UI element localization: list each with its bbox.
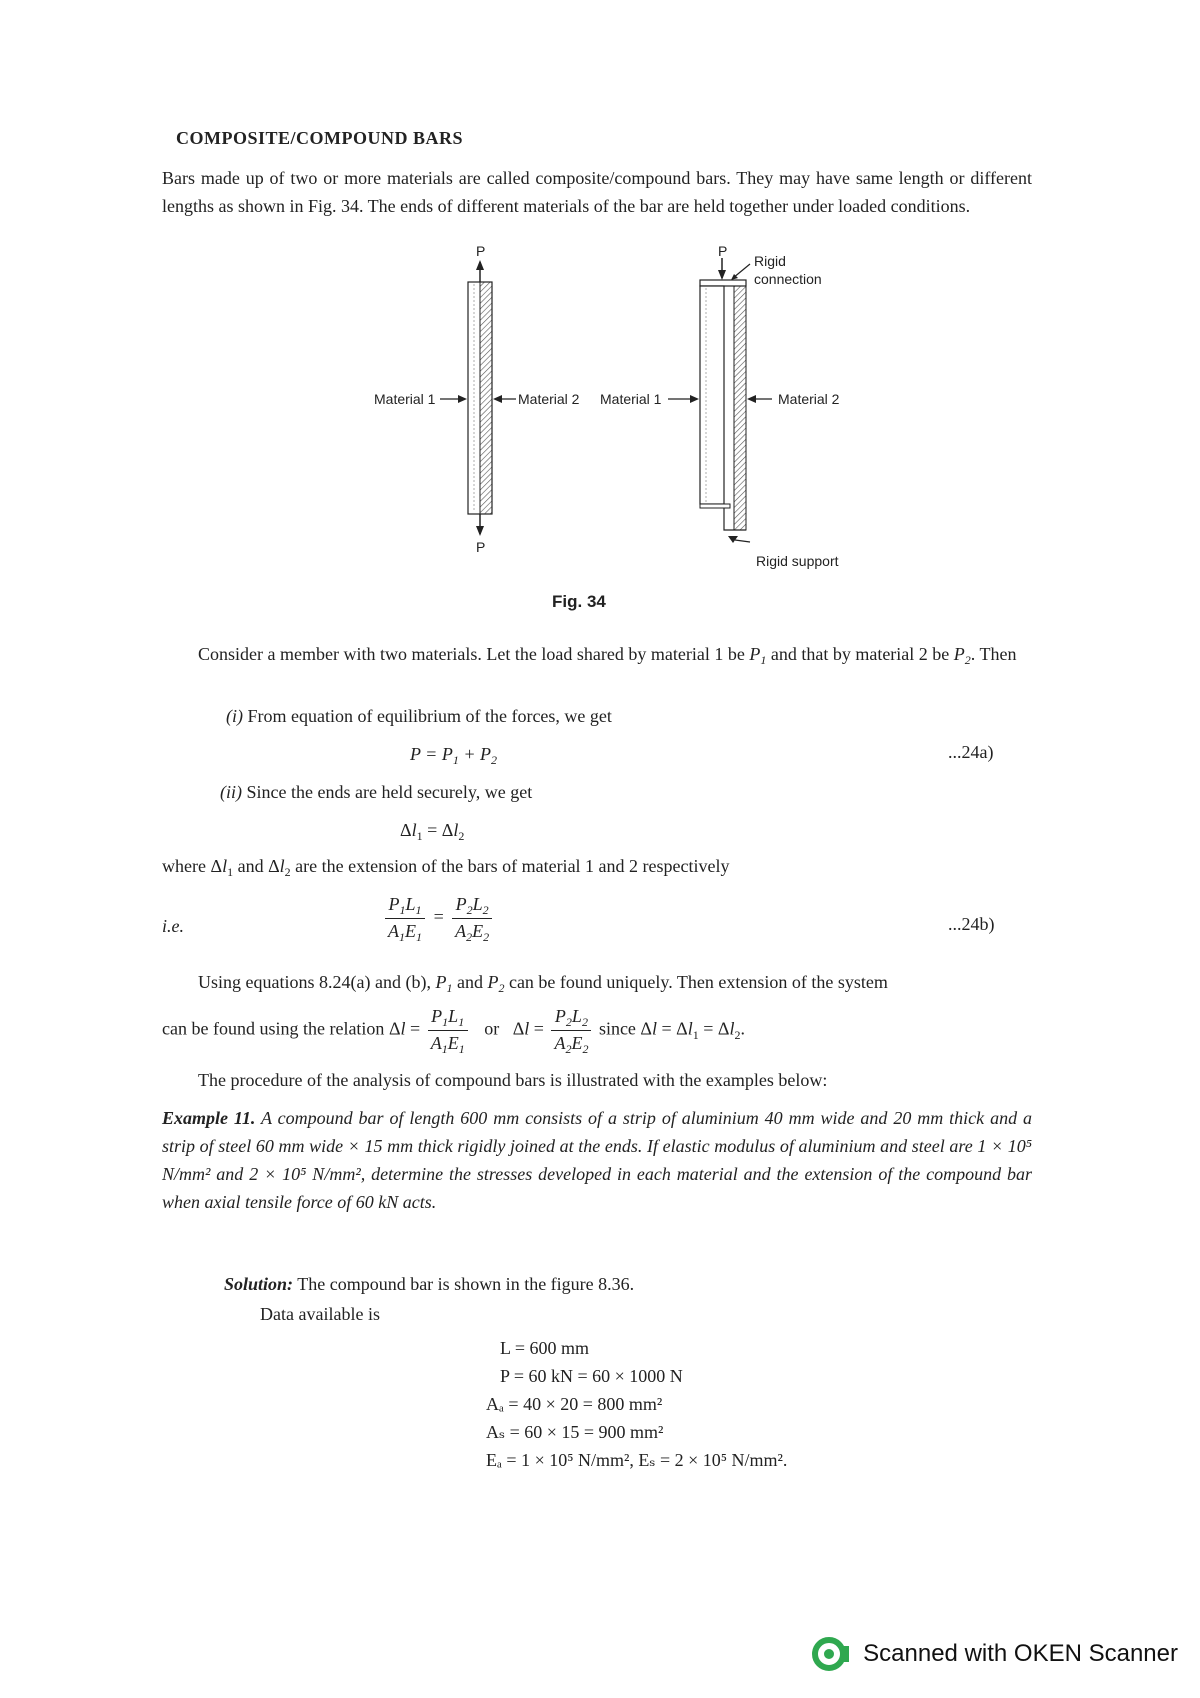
- equation-24b-number: ...24b): [948, 914, 995, 934]
- label-rigid-connection-2: connection: [754, 271, 822, 287]
- data-line-area-aluminium: Aₐ = 40 × 20 = 800 mm²: [486, 1394, 663, 1414]
- label-material2-left: Material 2: [518, 391, 580, 407]
- paragraph-load-sharing: Consider a member with two materials. Let the load shared by material 1 be $P_1$ and that by material 2 be $P_2$. Then: [198, 644, 1017, 667]
- data-available-label: Data available is: [260, 1304, 380, 1324]
- data-line-length: L = 600 mm: [500, 1338, 589, 1358]
- paragraph-procedure: The procedure of the analysis of compound bars is illustrated with the examples below:: [198, 1070, 828, 1090]
- data-list: [486, 1334, 787, 1474]
- equation-24a-number: ...24a): [948, 742, 994, 762]
- item-1: (i) From equation of equilibrium of the forces, we get: [226, 706, 612, 726]
- section-heading: COMPOSITE/COMPOUND BARS: [176, 128, 464, 148]
- equation-24a: $P = P_1 + P_2$: [410, 744, 497, 767]
- example-11: Example 11. A compound bar of length 600 mm consists of a strip of aluminium 40 mm wide and 20 mm thick and a strip of steel 60 mm wide × 15 mm thick rigidly joined at the ends. If elastic modulus of aluminium and steel are 1 × 10⁵ N/mm² and 2 × 10⁵ N/mm², determine the stresses developed in each material and the extension of the compound bar when axial tensile force of 60 kN acts.: [162, 1108, 1032, 1212]
- load-label-top-left: P: [476, 243, 486, 259]
- equation-extension-equal: $\Delta l_1 = \Delta l_2$: [400, 820, 465, 843]
- data-line-area-steel: Aₛ = 60 × 15 = 900 mm²: [486, 1422, 664, 1442]
- where-statement: where $\Delta l_1$ and $\Delta l_2$ are the extension of the bars of material 1 and 2 respectively: [162, 856, 730, 879]
- item-2: (ii) Since the ends are held securely, we get: [220, 782, 533, 802]
- figure-caption: Fig. 34: [552, 592, 606, 611]
- scanner-text: Scanned with OKEN Scanner: [863, 1640, 1178, 1667]
- equation-24b: $\frac{P_1L_1}{A_1E_1}$ = $\frac{P_2L_2}{A_2E_2}$: [382, 892, 495, 945]
- load-label-right: P: [718, 243, 728, 259]
- label-material1-left: Material 1: [374, 391, 436, 407]
- paragraph-using-equations: Using equations 8.24(a) and (b), $P_1$ and $P_2$ can be found uniquely. Then extension of the system: [198, 972, 888, 995]
- equal-length-bar: [374, 243, 580, 555]
- scanner-watermark: [811, 1636, 1178, 1672]
- data-line-load: P = 60 kN = 60 × 1000 N: [500, 1366, 683, 1386]
- solution-line: Solution: The compound bar is shown in the figure 8.36.: [224, 1274, 635, 1294]
- relation-line: can be found using the relation Δl = $\frac{P_1L_1}{A_1E_1}$ or Δl = $\frac{P_2L_2}{A_2E_2}$ since $\Delta l = \Delta l_1 = \Delta l_2$.: [162, 1006, 746, 1056]
- ie-label: i.e.: [162, 916, 184, 936]
- label-rigid-support: Rigid support: [756, 553, 839, 569]
- intro-paragraph: Bars made up of two or more materials are called composite/compound bars. They may have same length or different lengths as shown in Fig. 34. The ends of different materials of the bar are held together under loaded conditions.: [162, 168, 1032, 216]
- load-label-bottom-left: P: [476, 539, 486, 555]
- figure-34-diagram: [0, 240, 1200, 570]
- different-length-bar: [600, 243, 840, 569]
- label-material1-right: Material 1: [600, 391, 662, 407]
- label-rigid-connection-1: Rigid: [754, 253, 786, 269]
- oken-logo-icon: [811, 1636, 851, 1672]
- data-line-moduli: Eₐ = 1 × 10⁵ N/mm², Eₛ = 2 × 10⁵ N/mm².: [486, 1450, 788, 1470]
- label-material2-right: Material 2: [778, 391, 840, 407]
